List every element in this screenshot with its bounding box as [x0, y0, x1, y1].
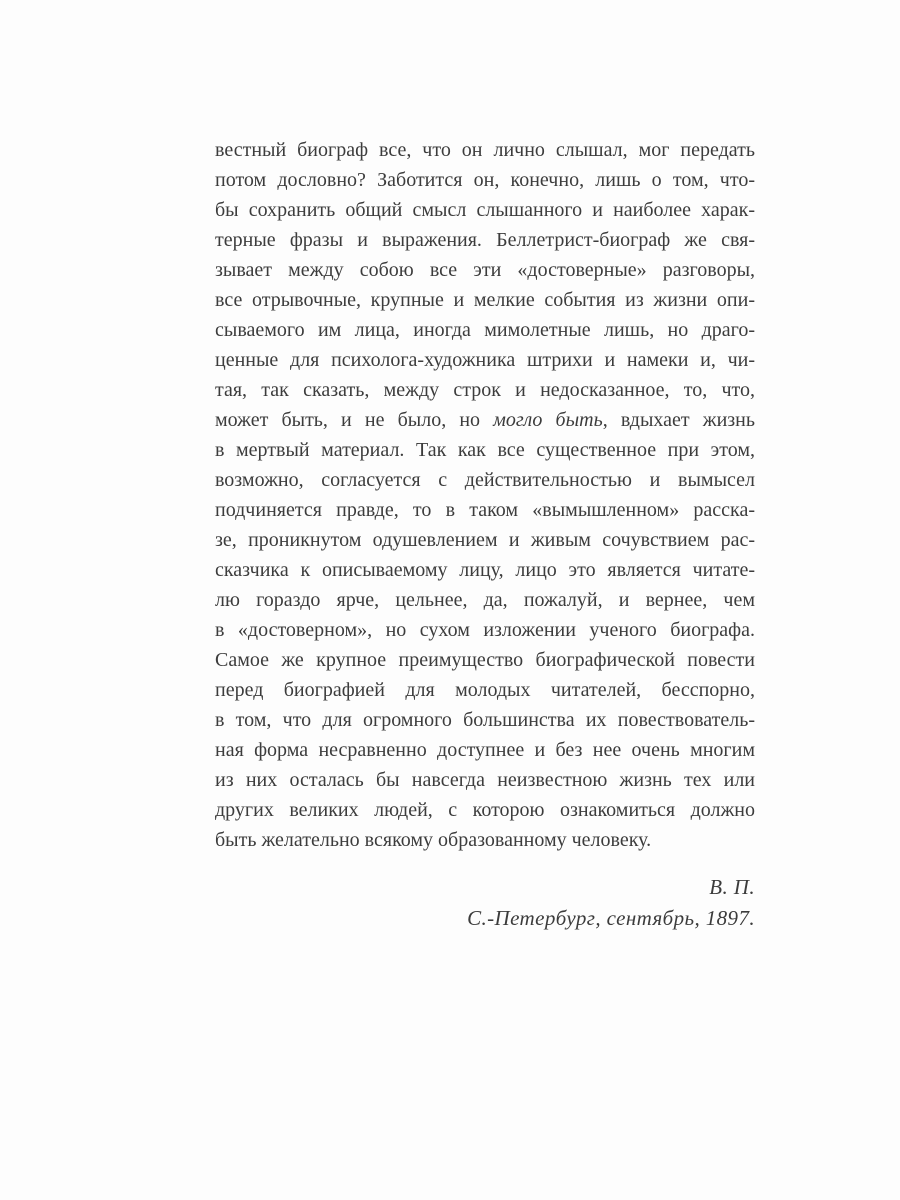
- text-segment: тая, так сказать, между строк и недосказанное, то, что,: [215, 379, 755, 401]
- text-segment: из них осталась бы навсегда неизвестною жизнь тех или: [215, 769, 755, 791]
- text-line: [215, 405, 755, 435]
- text-segment: ная форма несравненно доступнее и без нее очень многим: [215, 739, 755, 761]
- text-segment: терные фразы и выражения. Беллетрист-биограф же свя-: [215, 229, 755, 251]
- text-segment: в «достоверном», но сухом изложении ученого биографа.: [215, 619, 755, 641]
- text-line: [215, 255, 755, 285]
- text-line: [215, 375, 755, 405]
- text-segment: возможно, согласуется с действительностью и вымысел: [215, 469, 755, 491]
- text-segment: ценные для психолога-художника штрихи и намеки и, чи-: [215, 349, 755, 371]
- text-line: [215, 495, 755, 525]
- text-segment: подчиняется правде, то в таком «вымышленном» расска-: [215, 499, 755, 521]
- text-block: [215, 135, 755, 934]
- text-line: [215, 135, 755, 165]
- text-line: [215, 285, 755, 315]
- italic-phrase: могло быть: [493, 409, 603, 431]
- text-segment: Самое же крупное преимущество биографической повести: [215, 649, 755, 671]
- text-line: [215, 345, 755, 375]
- text-line: [215, 465, 755, 495]
- text-line: [215, 795, 755, 825]
- text-line: [215, 675, 755, 705]
- text-segment: сказчика к описываемому лицу, лицо это является читате-: [215, 559, 755, 581]
- text-line: [215, 735, 755, 765]
- signature-initials: В. П.: [709, 875, 755, 899]
- preface-paragraph: [215, 135, 755, 855]
- signature-dateline: С.-Петербург, сентябрь, 1897.: [467, 906, 755, 930]
- text-line: [215, 225, 755, 255]
- text-segment: , вдыхает жизнь: [602, 409, 755, 431]
- text-line: [215, 555, 755, 585]
- text-segment: вестный биограф все, что он лично слышал, мог передать: [215, 139, 755, 161]
- text-segment: потом дословно? Заботится он, конечно, лишь о том, что-: [215, 169, 755, 191]
- text-line: [215, 315, 755, 345]
- text-line: [215, 165, 755, 195]
- text-segment: бы сохранить общий смысл слышанного и наиболее харак-: [215, 199, 755, 221]
- text-segment: сываемого им лица, иногда мимолетные лишь, но драго-: [215, 319, 755, 341]
- text-line: [215, 645, 755, 675]
- text-line: [215, 825, 755, 855]
- text-segment: лю гораздо ярче, цельнее, да, пожалуй, и вернее, чем: [215, 589, 755, 611]
- text-segment: быть желательно всякому образованному человеку.: [215, 829, 652, 851]
- text-line: [215, 585, 755, 615]
- signature-block: [215, 872, 755, 934]
- text-segment: зе, проникнутом одушевлением и живым сочувствием рас-: [215, 529, 755, 551]
- text-segment: перед биографией для молодых читателей, бесспорно,: [215, 679, 755, 701]
- text-line: [215, 705, 755, 735]
- text-segment: зывает между собою все эти «достоверные» разговоры,: [215, 259, 755, 281]
- text-segment: может быть, и не было, но: [215, 409, 494, 431]
- text-segment: других великих людей, с которою ознакомиться должно: [215, 799, 755, 821]
- text-segment: в том, что для огромного большинства их повествователь-: [215, 709, 755, 731]
- text-line: [215, 195, 755, 225]
- text-line: [215, 525, 755, 555]
- text-segment: в мертвый материал. Так как все существенное при этом,: [215, 439, 755, 461]
- text-line: [215, 435, 755, 465]
- text-line: [215, 615, 755, 645]
- text-line: [215, 765, 755, 795]
- text-segment: все отрывочные, крупные и мелкие события из жизни опи-: [215, 289, 755, 311]
